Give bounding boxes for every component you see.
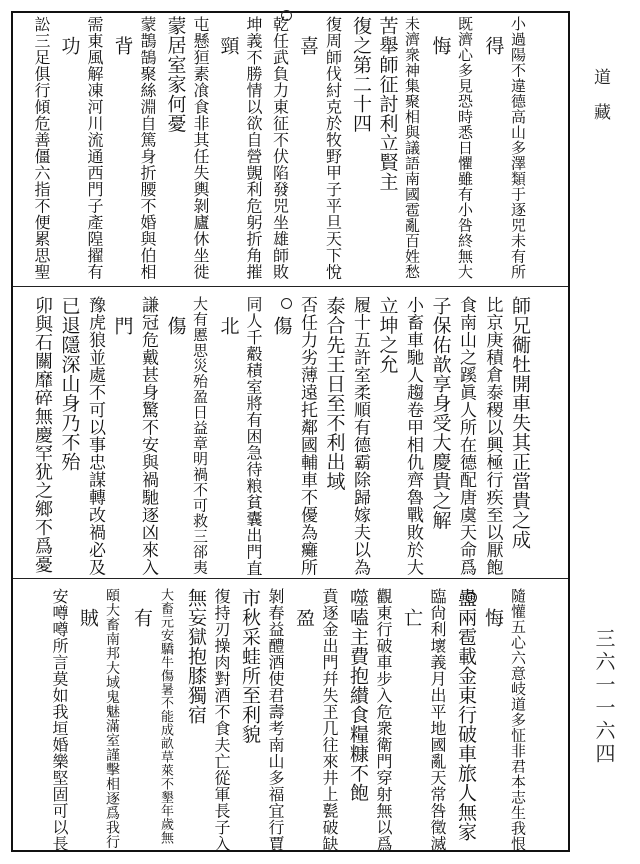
text-column: 屯懸狟素飡食非其任失輿剝廬休坐徙 (191, 16, 210, 280)
text-column: 背 (111, 36, 134, 56)
text-column: 悔 (482, 608, 504, 628)
text-column: 喜 (297, 36, 319, 56)
text-column: 食南山之蹊眞人所在德配唐虞天命爲 (456, 296, 476, 576)
text-column: 大畜元安驕牛傷暑不能成畝草萊不墾年歲無 (158, 588, 173, 845)
text-column: 噬嗑主費抱纉食糧糠不飽 (347, 588, 369, 803)
text-column: 傷 (270, 316, 293, 336)
text-column: 蠱兩雹載金東行破車旅人無家 (455, 588, 477, 842)
text-column: 同人千觳積室將有困急待粮貧囊出門直 (244, 296, 263, 577)
text-column: 小畜車馳人趨卷甲相仇齊魯戰敗於大 (403, 296, 423, 576)
text-column: 頸 (217, 36, 240, 56)
text-column: 蒙居室家何憂 (164, 16, 187, 133)
text-column: 泰合先王日至不利出域 (323, 296, 346, 491)
text-column: 訟三足俱行傾危善僵六指不便累思聖 (32, 16, 51, 280)
text-column: 復周師伐紂克於牧野甲子平旦天下悅 (323, 16, 343, 280)
text-column: 卯與石關靡碎無慶罕犹之鄉不爲憂 (32, 296, 53, 574)
text-column: 大有慝思災殆盈日益章明禍不可救三郤夷 (191, 296, 209, 575)
text-column: 傷 (164, 316, 187, 336)
text-column: 履十五許室柔順有德霸除歸嫁夫以為 (350, 296, 370, 576)
text-column: 門 (111, 316, 134, 336)
text-column: 否任力劣薄遠托鄰國輔車不優為癱所 (297, 296, 317, 576)
text-column: 無妄獄抱膝獨宿 (185, 588, 207, 725)
text-column: 需東風解凍河川流通西門子產隍擢有 (85, 16, 104, 280)
text-column: 既濟心多見恐時悉日懼雖有小咎終無大 (456, 16, 474, 280)
text-column: 臨尙利壞義月出平地國亂天常咎徵滅 (428, 588, 447, 852)
text-column: 立坤之允 (376, 296, 399, 374)
text-column: 乾任武負力東征不伏陷發兕坐雄師敗 (270, 16, 290, 280)
text-column: 坤義不勝情以欲自營覬利危躬折角摧 (244, 16, 263, 280)
text-column: 豫虎狼並處不可以事忠謀轉改禍必及 (85, 296, 105, 576)
text-column: 隨懽五心六意岐道多怔非君本志生我恨 (509, 588, 527, 852)
text-column: 賁逐金出門幷失玊几往來井上甏破缺 (320, 588, 339, 852)
text-column: 市秋采蛙所至利貌 (239, 588, 261, 744)
text-column: 蒙鵲鵠聚絲淵自篤身折腰不婚與伯相 (138, 16, 157, 280)
text-column: 悔 (429, 36, 452, 56)
section-circle-mark (281, 298, 292, 309)
text-column: 剝春益醴酒使君壽考南山多福宜行賈 (266, 588, 285, 852)
text-column: 復之第二十四 (350, 16, 372, 133)
text-column: 盈 (293, 608, 315, 628)
text-column: 小過陽不違德高山多澤類于逐兕未有所 (509, 16, 527, 280)
text-column: 得 (482, 36, 505, 56)
collection-title: 道藏 (590, 68, 610, 138)
text-column: 子保佑歆享身受大慶貴之解 (429, 296, 452, 530)
text-column: 復持刃操肉對酒不食夫亡從軍長子入 (212, 588, 231, 852)
band-divider (13, 578, 568, 579)
text-column: 功 (58, 36, 81, 56)
text-column: 已退隱深山身乃不殆 (58, 296, 81, 472)
text-column: 比京庚積倉泰稷以興極行疾至以厭飽 (482, 296, 503, 576)
text-column: 未濟衆神集聚相與議語南國雹亂百姓愁 (403, 16, 421, 280)
text-column: 謙冠危戴甚身驚不安與禍馳逐凶來入 (138, 296, 158, 576)
text-column: 師兄衚牡開車失其正當貴之成 (509, 296, 531, 550)
page-number: 三六一一六四 (592, 628, 616, 766)
text-column: 亡 (401, 608, 423, 628)
text-column: 苦舉師征討利立賢主 (376, 16, 399, 192)
text-column: 賊 (77, 608, 99, 628)
text-column: 有 (131, 608, 153, 628)
text-column: 頤大畜南邦大域鬼魅滿室謹擊相逐爲我行 (104, 588, 120, 849)
band-divider (13, 286, 568, 287)
text-column: 北 (217, 316, 240, 336)
text-column: 安噂噂所言莫如我垣婚樂堅固可以長 (50, 588, 69, 852)
text-column: 觀東行破車步入危衆衛門穿射無以爲 (374, 588, 393, 852)
